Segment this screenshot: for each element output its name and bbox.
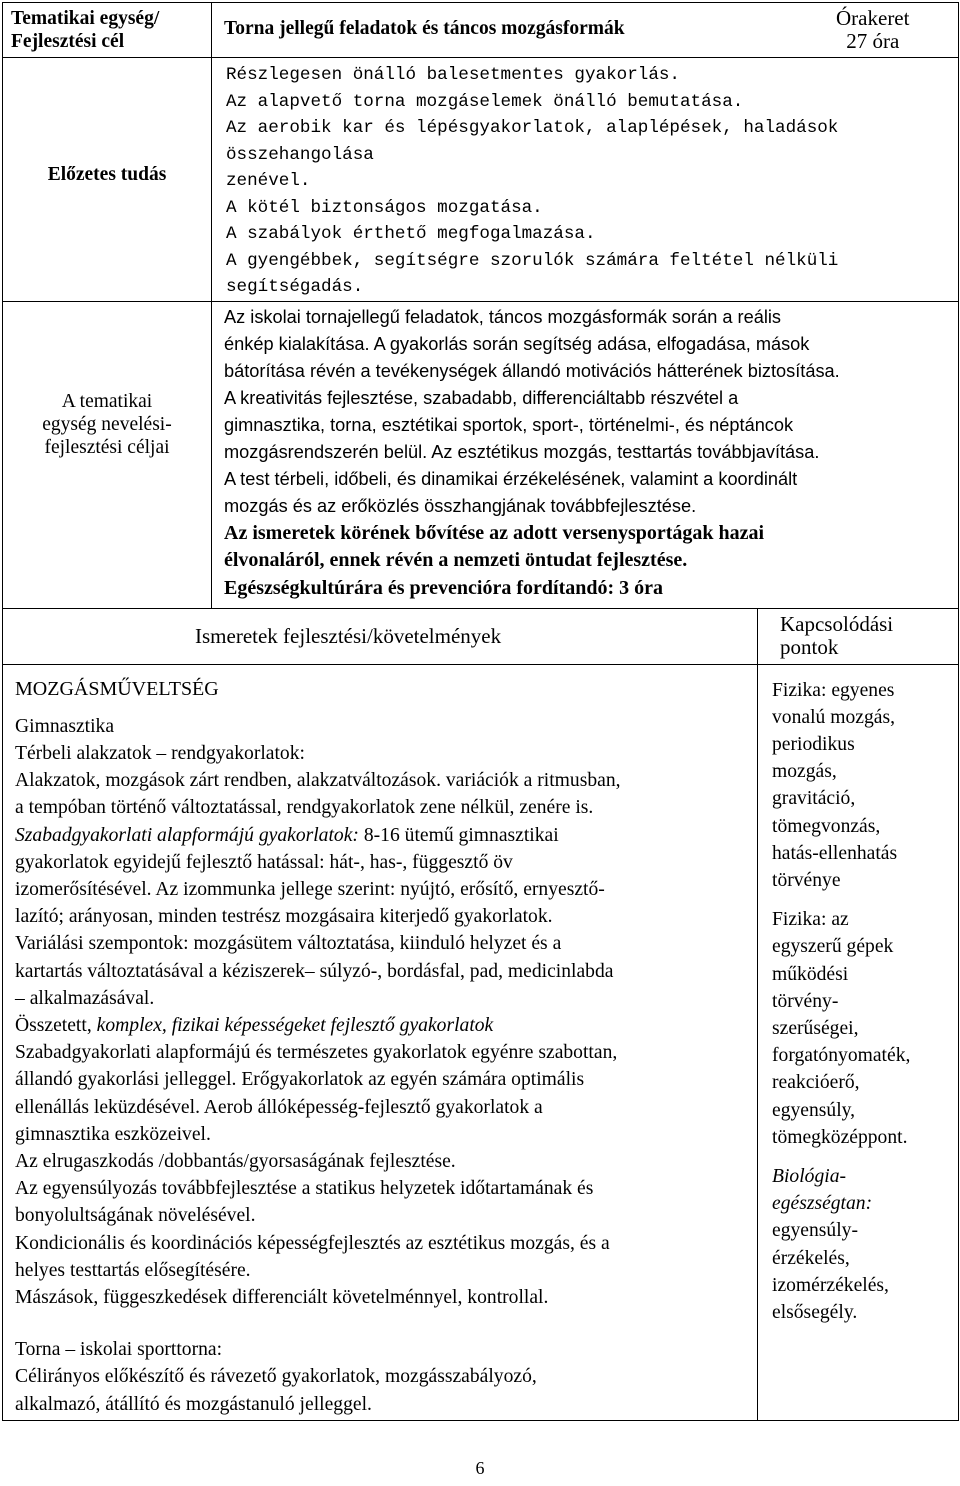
curriculum-table xyxy=(2,2,959,1421)
link-line: elsősegély. xyxy=(772,1301,858,1323)
goal-line: A test térbeli, időbeli, és dinamikai érzékelésének, valamint a koordinált xyxy=(224,468,798,489)
header-row xyxy=(3,3,959,58)
content-line: kartartás változtatásával a kéziszerek– súlyzó-, bordásfal, pad, medicinlabda xyxy=(15,960,614,982)
link-line: Fizika: egyenes xyxy=(772,679,895,701)
goals-content-cell xyxy=(212,301,959,608)
link-line: gravitáció, xyxy=(772,788,856,810)
prior-line: Az aerobik kar és lépésgyakorlatok, alaplépések, haladások összehangolása xyxy=(226,118,839,165)
links-content-cell xyxy=(758,664,959,1420)
prior-line: A gyengébbek, segítségre szorulók számára feltétel nélküli segítségadás. xyxy=(226,250,839,297)
content-line: izomerősítésével. Az izommunka jellege szerint: nyújtó, erősítő, ernyesztő- xyxy=(15,878,605,900)
prior-line: A szabályok érthető megfogalmazása. xyxy=(226,224,596,244)
prior-line: Részlegesen önálló balesetmentes gyakorlás. xyxy=(226,65,680,85)
prior-knowledge-row xyxy=(3,58,959,302)
content-line: Alakzatok, mozgások zárt rendben, alakzatváltozások. variációk a ritmusban, xyxy=(15,770,621,792)
prior-line: Az alapvető torna mozgáselemek önálló bemutatása. xyxy=(226,91,744,112)
header-label-line1: Tematikai egység/ xyxy=(11,8,160,29)
goal-line: A kreativitás fejlesztése, szabadabb, differenciáltabb részvétel a xyxy=(224,387,739,408)
link-line: vonalú mozgás, xyxy=(772,706,895,728)
link-line: hatás-ellenhatás xyxy=(772,842,898,864)
topic-cell xyxy=(212,3,758,58)
prior-label: Előzetes tudás xyxy=(47,163,167,185)
content-line xyxy=(15,1012,757,1039)
link-line: izomérzékelés, xyxy=(772,1274,889,1296)
content-line xyxy=(15,822,757,849)
requirements-header-cell xyxy=(3,608,758,664)
content-line: állandó gyakorlási jelleggel. Erőgyakorlatok az egyén számára optimális xyxy=(15,1069,585,1091)
link-physics-2 xyxy=(772,906,958,1151)
link-line: reakcióerő, xyxy=(772,1072,860,1094)
content-line: Térbeli alakzatok – rendgyakorlatok: xyxy=(15,742,305,764)
goal-line: Az iskolai tornajellegű feladatok, táncos mozgásformák során a reális xyxy=(224,306,782,327)
goal-line: énkép kialakítása. A gyakorlás során segítség adása, elfogadása, mások xyxy=(224,333,810,354)
goals-label-cell xyxy=(3,301,212,608)
content-line: gyakorlatok egyidejű fejlesztő hatással: hát-, has-, függesztő öv xyxy=(15,851,513,873)
header-label-cell xyxy=(3,3,212,58)
prior-content-cell xyxy=(212,58,959,302)
goals-label-line1: A tematikai xyxy=(61,391,153,412)
link-line: egyensúly, xyxy=(772,1099,856,1121)
hours-cell xyxy=(758,3,959,58)
content-row xyxy=(3,664,959,1420)
columns-header-row xyxy=(3,608,959,664)
requirements-header: Ismeretek fejlesztési/követelmények xyxy=(195,623,502,648)
link-line: érzékelés, xyxy=(772,1247,850,1269)
content-line: alkalmazó, átállító és mozgástanuló jelleggel. xyxy=(15,1393,372,1415)
topic-title: Torna jellegű feladatok és táncos mozgásformák xyxy=(224,17,625,39)
link-line: törvény- xyxy=(772,990,839,1012)
link-line: szerűségei, xyxy=(772,1017,859,1039)
prior-label-cell xyxy=(3,58,212,302)
content-line: Kondicionális és koordinációs képességfejlesztés az esztétikus mozgás, és a xyxy=(15,1232,610,1254)
gymnastics-title: Gimnasztika xyxy=(15,715,115,737)
prior-line: A kötél biztonságos mozgatása. xyxy=(226,197,543,218)
hours-value: 27 óra xyxy=(846,29,900,53)
goals-row xyxy=(3,301,959,608)
goal-hours-line: Egészségkultúrára és prevencióra fordítandó: 3 óra xyxy=(224,576,664,599)
goal-line: mozgásrendszerén belül. Az esztétikus mozgás, testtartás továbbjavítása. xyxy=(224,441,820,462)
content-line: a tempóban történő változtatással, rendgyakorlatok zene nélkül, zenére is. xyxy=(15,797,594,819)
link-line: működési xyxy=(772,963,849,985)
content-text: Összetett, xyxy=(15,1014,97,1036)
content-line: Az egyensúlyozás továbbfejlesztése a statikus helyzetek időtartamának és xyxy=(15,1178,594,1200)
prior-line: zenével. xyxy=(226,171,311,191)
goal-line: mozgás és az erőközlés összhangjának továbbfejlesztése. xyxy=(224,495,697,516)
requirements-content-cell xyxy=(3,664,758,1420)
link-line: tömegközéppont. xyxy=(772,1126,908,1148)
link-line: egyensúly- xyxy=(772,1220,858,1242)
hours-label: Órakeret xyxy=(836,6,910,30)
content-line: bonyolultságának növelésével. xyxy=(15,1205,256,1227)
content-italic: komplex, fizikai képességeket fejlesztő gyakorlatok xyxy=(96,1014,494,1036)
content-line: – alkalmazásával. xyxy=(15,987,155,1009)
content-line: Szabadgyakorlati alapformájú és természetes gyakorlatok egyénre szabottan, xyxy=(15,1042,618,1064)
content-line: Az elrugaszkodás /dobbantás/gyorsaságának fejlesztése. xyxy=(15,1150,456,1172)
page-number: 6 xyxy=(475,1458,485,1478)
link-biology xyxy=(772,1163,958,1326)
link-line: mozgás, xyxy=(772,761,837,783)
content-line: gimnasztika eszközeivel. xyxy=(15,1123,211,1145)
content-line: helyes testtartás elősegítésére. xyxy=(15,1259,251,1281)
content-line: Mászások, függeszkedések differenciált követelménnyel, kontrollal. xyxy=(15,1286,549,1308)
section-title: MOZGÁSMŰVELTSÉG xyxy=(15,677,219,700)
goal-line: gimnasztika, torna, esztétikai sportok, sport-, történelmi-, és néptáncok xyxy=(224,414,794,435)
link-line: egészségtan: xyxy=(772,1193,873,1215)
goal-bold-line: élvonaláról, ennek révén a nemzeti öntudat fejlesztése. xyxy=(224,548,688,571)
links-header-line2: pontok xyxy=(780,635,839,659)
content-line: lazító; arányosan, minden testrész mozgásaira kiterjedő gyakorlatok. xyxy=(15,906,553,928)
link-line: Biológia- xyxy=(772,1165,847,1187)
link-line: periodikus xyxy=(772,733,855,755)
link-line: forgatónyomaték, xyxy=(772,1045,911,1067)
links-header-line1: Kapcsolódási xyxy=(780,612,894,636)
goal-bold-line: Az ismeretek körének bővítése az adott versenysportágak hazai xyxy=(224,521,765,544)
links-header-cell xyxy=(758,608,959,664)
content-line: Variálási szempontok: mozgásütem változtatása, kiinduló helyzet és a xyxy=(15,933,562,955)
link-line: egyszerű gépek xyxy=(772,936,894,958)
content-line: ellenállás leküzdésével. Aerob állóképesség-fejlesztő gyakorlatok a xyxy=(15,1096,543,1118)
header-label-line2: Fejlesztési cél xyxy=(11,31,125,52)
link-line: Fizika: az xyxy=(772,909,849,931)
goals-label-line3: fejlesztési céljai xyxy=(44,437,170,458)
goals-label-line2: egység nevelési- xyxy=(42,414,172,435)
goal-line: bátorítása révén a tevékenységek állandó motivációs hátterének biztosítása. xyxy=(224,360,840,381)
content-italic: Szabadgyakorlati alapformájú gyakorlatok: xyxy=(15,824,359,846)
link-line: törvénye xyxy=(772,869,841,891)
content-text: 8-16 ütemű gimnasztikai xyxy=(358,824,559,846)
content-line: Célirányos előkészítő és rávezető gyakorlatok, mozgásszabályozó, xyxy=(15,1366,537,1388)
link-physics-1 xyxy=(772,677,958,895)
link-line: tömegvonzás, xyxy=(772,815,881,837)
content-line: Torna – iskolai sporttorna: xyxy=(15,1339,223,1361)
